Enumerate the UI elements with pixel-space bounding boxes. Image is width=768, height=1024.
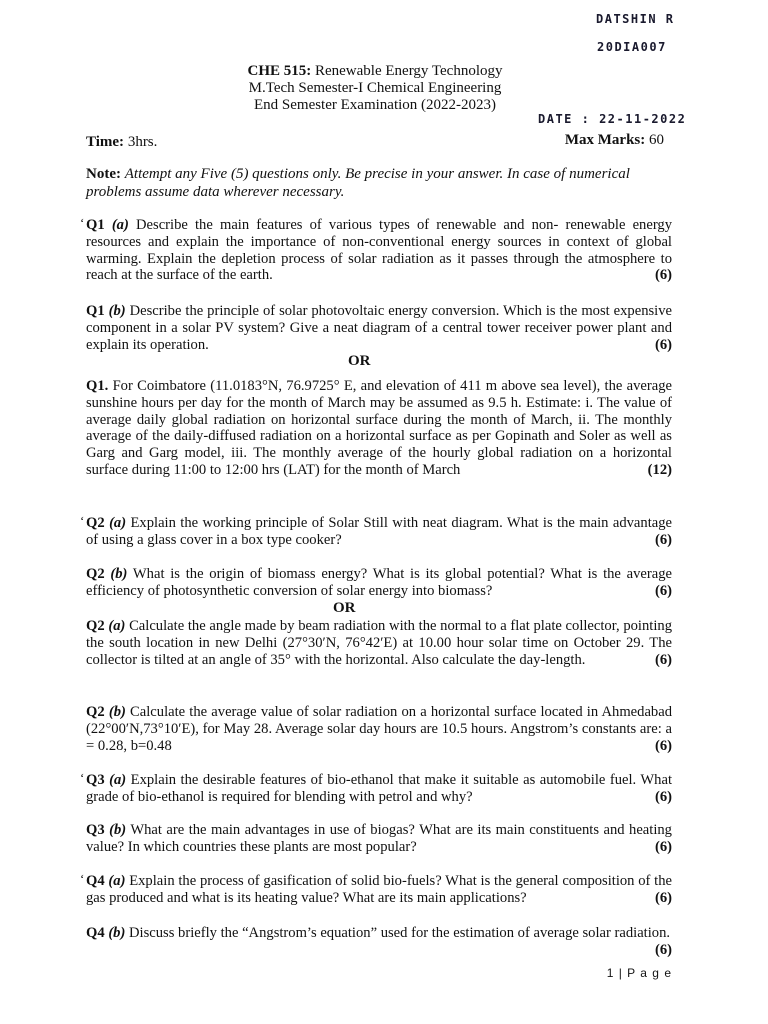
question-part: (a)	[109, 515, 127, 531]
handwritten-roll-number: 20DIA007	[597, 40, 667, 54]
question-marks: (6)	[654, 889, 672, 906]
question-text: Explain the working principle of Solar Still with neat diagram. What is the main advantage of using a glass cover in a box type cooker?	[86, 515, 672, 548]
exam-note	[86, 165, 670, 201]
question-q2b	[86, 566, 672, 600]
max-marks-value: 60	[649, 132, 664, 148]
question-marks: (6)	[654, 838, 672, 855]
question-q1a: ʻ Q1 (a) Describe the main features of various types of renewable and non- renewable energy resources and explain the importance of non-conventional energy sources in context of global warming. Explain the depletion process of solar radiation as it passes through the atmosphere to reach at the surface of the earth. (6)	[80, 215, 673, 284]
question-marks: (6)	[654, 582, 672, 599]
question-marks: (12)	[647, 461, 672, 478]
page-number: 1 | P a g e	[606, 966, 672, 980]
program-line: M.Tech Semester-I Chemical Engineering	[248, 80, 502, 96]
question-number: Q1	[86, 303, 105, 319]
question-part: (b)	[108, 704, 126, 720]
or-divider: OR	[348, 353, 371, 369]
question-text: What are the main advantages in use of biogas? What are its main constituents and heating value? In which countries these plants are most popular?	[86, 822, 672, 855]
time-allowed	[86, 134, 157, 151]
note-label: Note:	[86, 166, 121, 182]
handwritten-name: DATSHIN R	[596, 12, 675, 26]
question-q3b	[86, 822, 672, 856]
question-q4a: ʻ Q4 (a) Explain the process of gasification of solid bio-fuels? What is the general composition of the gas produced and what is its heating value? What are its main applications? (6)	[80, 871, 672, 906]
question-text: Describe the main features of various types of renewable and non- renewable energy resources and explain the importance of non-conventional energy sources in context of global warming. Explain the depletion process of solar radiation as it passes through the atmosphere to reach at the surface of the earth.	[86, 217, 673, 284]
question-number: Q3	[86, 772, 105, 788]
handwritten-date: DATE : 22-11-2022	[538, 112, 687, 126]
question-number: Q4	[86, 925, 105, 941]
question-text: Describe the principle of solar photovoltaic energy conversion. Which is the most expensive component in a solar PV system? Give a neat diagram of a central tower receiver power plant and explain its operation.	[86, 303, 672, 353]
question-q2a-alternate	[86, 618, 672, 668]
question-marks: (6)	[654, 336, 672, 353]
question-number: Q2	[86, 704, 105, 720]
question-text: What is the origin of biomass energy? What is its global potential? What is the average efficiency of photosynthetic conversion of solar energy into biomass?	[86, 566, 672, 599]
question-number: Q2	[86, 618, 105, 634]
course-code: CHE 515:	[247, 63, 312, 79]
question-text: Calculate the angle made by beam radiation with the normal to a flat plate collector, pointing the south location in new Delhi (27°30′N, 76°42′E) at 10.00 hour solar time on October 29. The collector is tilted at an angle of 35° with the horizontal. Also calculate the day-length.	[86, 618, 672, 668]
question-part: (b)	[108, 925, 126, 941]
max-marks	[565, 132, 664, 149]
question-text: For Coimbatore (11.0183°N, 76.9725° E, and elevation of 411 m above sea level), the average sunshine hours per day for the month of March may be assumed as 9.5 h. Estimate: i. The value of average daily global radiation on horizontal surface during the month of March, ii. The monthly average of the daily-diffused radiation on a horizontal surface as per Gopinath and Soler as well as Garg and Garg model, iii. The monthly average of the hourly global radiation on a horizontal surface during 11:00 to 12:00 hrs (LAT) for the month of March	[86, 378, 672, 478]
time-label: Time:	[86, 134, 125, 150]
question-marks: (6)	[654, 737, 672, 754]
exam-header	[200, 63, 550, 114]
question-number: Q1	[86, 217, 105, 233]
question-marks: (6)	[654, 531, 672, 548]
course-name: Renewable Energy Technology	[314, 63, 503, 79]
question-q1-alternate	[86, 378, 672, 479]
exam-line: End Semester Examination (2022-2023)	[253, 97, 497, 113]
question-part: (b)	[108, 303, 126, 319]
question-part: (b)	[109, 822, 127, 838]
question-part: (b)	[110, 566, 128, 582]
question-number: Q1.	[86, 378, 109, 394]
question-q3a: ʻ Q3 (a) Explain the desirable features of bio-ethanol that make it suitable as automobile fuel. What grade of bio-ethanol is required for blending with petrol and why? (6)	[80, 770, 673, 805]
question-text: Calculate the average value of solar radiation on a horizontal surface located in Ahmedabad (22°00′N,73°10′E), for May 28. Average solar day hours are 10.5 hours. Angstrom’s constants are: a = 0.28, b=0.48	[86, 704, 673, 754]
question-marks: (6)	[654, 941, 672, 958]
question-q4b	[86, 925, 672, 959]
note-text: Attempt any Five (5) questions only. Be precise in your answer. In case of numerical problems assume data wherever necessary.	[86, 166, 630, 200]
time-value: 3hrs.	[127, 134, 158, 150]
question-text: Explain the process of gasification of solid bio-fuels? What is the general composition of the gas produced and what is its heating value? What are its main applications?	[86, 873, 672, 906]
question-number: Q4	[86, 873, 105, 889]
or-divider: OR	[333, 600, 356, 616]
question-part: (a)	[108, 873, 126, 889]
question-number: Q2	[86, 566, 105, 582]
question-part: (a)	[108, 618, 126, 634]
question-marks: (6)	[654, 267, 672, 284]
question-marks: (6)	[654, 788, 672, 805]
question-part: (a)	[109, 772, 127, 788]
max-marks-label: Max Marks:	[564, 132, 646, 148]
question-marks: (6)	[654, 651, 672, 668]
question-number: Q3	[86, 822, 105, 838]
question-text: Discuss briefly the “Angstrom’s equation” used for the estimation of average solar radiation.	[129, 925, 671, 941]
question-q1b	[86, 303, 672, 353]
question-text: Explain the desirable features of bio-ethanol that make it suitable as automobile fuel. What grade of bio-ethanol is required for blending with petrol and why?	[86, 772, 673, 805]
question-part: (a)	[111, 217, 129, 233]
question-number: Q2	[86, 515, 105, 531]
question-q2b-alternate	[86, 704, 672, 754]
question-q2a: ʻ Q2 (a) Explain the working principle of Solar Still with neat diagram. What is the main advantage of using a glass cover in a box type cooker? (6)	[80, 513, 672, 548]
